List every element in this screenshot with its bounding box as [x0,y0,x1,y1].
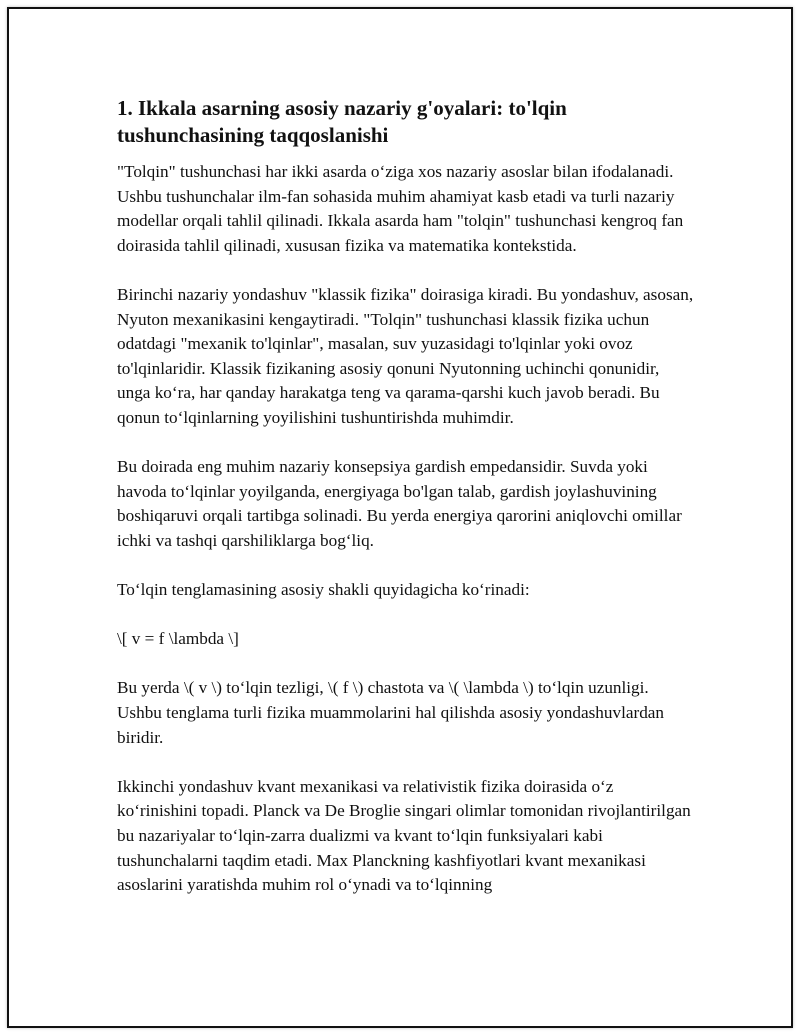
paragraph-impedance: Bu doirada eng muhim nazariy konsepsiya gardish empedansidir. Suvda yoki havoda to‘lqinlar yoyilganda, energiyaga bo'lgan talab, gardish joylashuvining boshiqaruvi orqali tartibga solinadi. Bu yerda energiya qarorini aniqlovchi omillar ichki va tashqi qarshiliklarga bog‘liq. [117,457,682,550]
paragraph-quantum-mechanics: Ikkinchi yondashuv kvant mexanikasi va relativistik fizika doirasida o‘z ko‘rinishini topadi. Planck va De Broglie singari olimlar tomonidan rivojlantirilgan bu nazariyalar to‘lqin-zarra dualizmi va kvant to‘lqin funksiyalari kabi tushunchalarni taqdim etadi. Max Planckning kashfiyotlari kvant mexanikasi asoslarini yaratishda muhim rol o‘ynadi va to‘lqinning [117,776,691,895]
paragraph-equation-explanation: Bu yerda \( v \) to‘lqin tezligi, \( f \) chastota va \( \lambda \) to‘lqin uzunligi. Ushbu tenglama turli fizika muammolarini hal qilishda asosiy yondashuvlardan biridir. [117,678,665,747]
wave-equation: \[ v = f \lambda \] [117,629,239,649]
document-page [7,7,793,1028]
paragraph-intro: "Tolqin" tushunchasi har ikki asarda o‘ziga xos nazariy asoslar bilan ifodalanadi. Ushbu tushunchalar ilm-fan sohasida muhim ahamiyat kasb etadi va turli nazariy modellar orqali tahlil qilinadi. Ikkala asarda ham "tolqin" tushunchasi kengroq fan doirasida tahlil qilinadi, xususan fizika va matematika kontekstida. [117,162,684,255]
paragraph-classical-physics: Birinchi nazariy yondashuv "klassik fizika" doirasiga kiradi. Bu yondashuv, asosan, Nyuton mexanikasini kengaytiradi. "Tolqin" tushunchasi klassik fizika uchun odatdagi "mexanik to'lqinlar", masalan, suv yuzasidagi to'lqinlar yoki ovoz to'lqinlaridir. Klassik fizikaning asosiy qonuni Nyutonning uchinchi qonunidir, unga ko‘ra, har qanday harakatga teng va qarama-qarshi kuch javob beradi. Bu qonun to‘lqinlarning yoyilishini tushuntirishda muhimdir. [117,284,694,427]
paragraph-equation-intro: To‘lqin tenglamasining asosiy shakli quyidagicha ko‘rinadi: [117,580,530,600]
document-body [117,95,697,922]
section-heading: 1. Ikkala asarning asosiy nazariy g'oyalari: to'lqin tushunchasining taqqoslanishi [117,96,567,147]
